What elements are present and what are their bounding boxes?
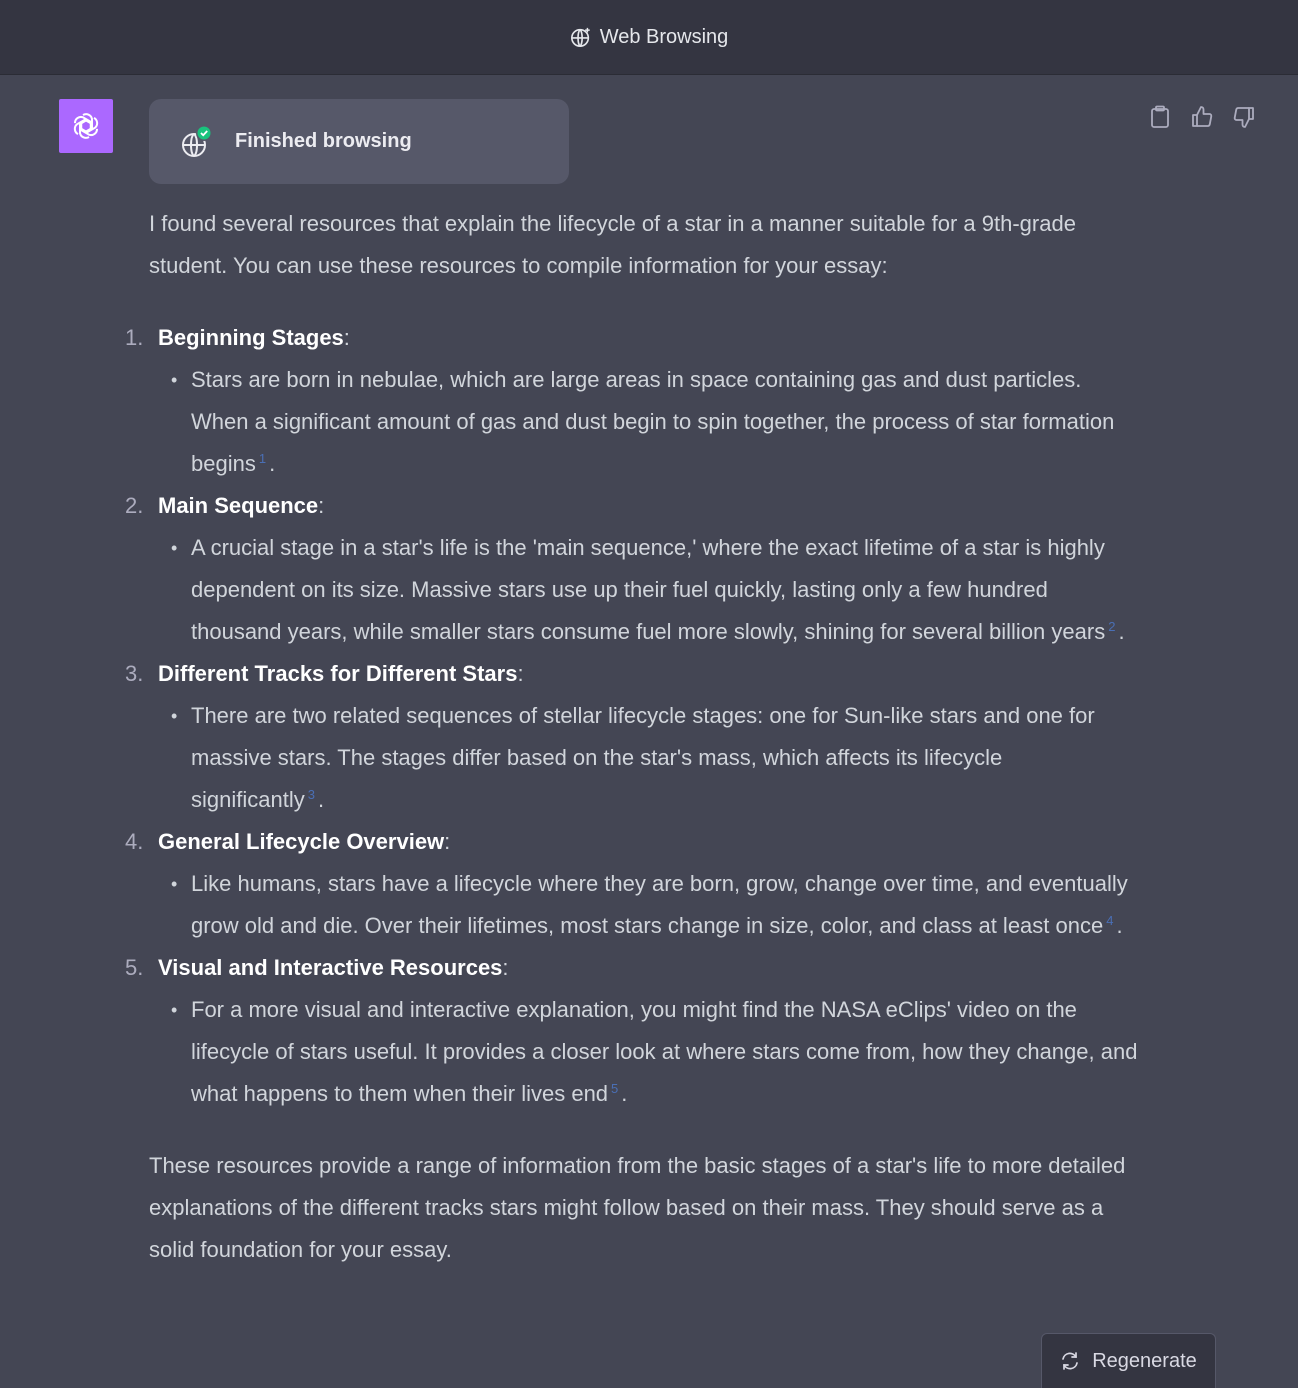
item-title: Beginning Stages bbox=[158, 325, 344, 350]
assistant-avatar bbox=[59, 99, 113, 153]
thumbs-up-icon[interactable] bbox=[1190, 104, 1214, 130]
bullet: • bbox=[171, 370, 178, 390]
item-title-suffix: : bbox=[502, 955, 509, 980]
item-title: Main Sequence bbox=[158, 493, 319, 518]
item-text: For a more visual and interactive explanation, you might find the NASA eClips' video on the lifecycle of stars useful. It provides a closer look at where stars come from, how they change, and what happens to them when their lives end bbox=[191, 997, 1138, 1106]
item-title-suffix: : bbox=[444, 829, 451, 854]
list-number: 4. bbox=[125, 829, 144, 854]
item-title-suffix: : bbox=[517, 661, 524, 686]
refresh-icon bbox=[1060, 1351, 1092, 1371]
list-item-detail bbox=[171, 527, 1139, 653]
bullet: • bbox=[171, 874, 178, 894]
globe-sparkle-icon bbox=[570, 26, 592, 48]
citation-link[interactable]: 5 bbox=[611, 1080, 619, 1096]
list-item bbox=[125, 485, 1139, 653]
list-number: 3. bbox=[125, 661, 144, 686]
item-end: . bbox=[1116, 913, 1123, 938]
item-text: There are two related sequences of stellar lifecycle stages: one for Sun-like stars and one for massive stars. The stages differ based on the star's mass, which affects its lifecycle significantly bbox=[191, 703, 1095, 812]
item-text: A crucial stage in a star's life is the 'main sequence,' where the exact lifetime of a star is highly dependent on its size. Massive stars use up their fuel quickly, lasting only a few hundred thousand years, while smaller stars consume fuel more slowly, shining for several billion years bbox=[191, 535, 1106, 644]
page-title: Web Browsing bbox=[599, 25, 729, 48]
browsing-status-card[interactable] bbox=[149, 99, 569, 184]
item-title-suffix: : bbox=[343, 325, 350, 350]
bullet: • bbox=[171, 1000, 178, 1020]
list-item bbox=[125, 821, 1139, 947]
item-title: Visual and Interactive Resources bbox=[158, 955, 503, 980]
list-item bbox=[125, 653, 1139, 821]
list-item-detail bbox=[171, 359, 1139, 485]
item-text: Stars are born in nebulae, which are large areas in space containing gas and dust particles. When a significant amount of gas and dust begin to spin together, the process of star formation begins bbox=[191, 367, 1115, 476]
list-number: 5. bbox=[125, 955, 144, 980]
openai-logo-icon bbox=[70, 110, 102, 142]
thumbs-down-icon[interactable] bbox=[1232, 104, 1256, 130]
list-item-detail bbox=[171, 695, 1139, 821]
item-end: . bbox=[317, 787, 325, 812]
list-item-detail bbox=[171, 863, 1139, 947]
bullet: • bbox=[171, 538, 178, 558]
list-item-detail bbox=[171, 989, 1139, 1115]
bullet: • bbox=[171, 706, 178, 726]
clipboard-icon[interactable] bbox=[1148, 104, 1172, 130]
regenerate-button[interactable] bbox=[1041, 1333, 1216, 1388]
item-end: . bbox=[269, 451, 276, 476]
item-title: Different Tracks for Different Stars bbox=[158, 661, 518, 686]
assistant-message bbox=[125, 203, 1139, 1271]
message-intro: I found several resources that explain the lifecycle of a star in a manner suitable for a 9th-grade student. You can use these resources to compile information for your essay: bbox=[149, 211, 1076, 278]
regenerate-label: Regenerate bbox=[1092, 1349, 1197, 1372]
list-item bbox=[125, 947, 1139, 1115]
item-end: . bbox=[621, 1081, 628, 1106]
top-bar bbox=[0, 0, 1298, 75]
item-text: Like humans, stars have a lifecycle where they are born, grow, change over time, and eventually grow old and die. Over their lifetimes, most stars change in size, color, and class at least once bbox=[191, 871, 1128, 938]
list-number: 1. bbox=[125, 325, 144, 350]
browsing-status-label: Finished browsing bbox=[235, 130, 412, 152]
item-title: General Lifecycle Overview bbox=[158, 829, 445, 854]
citation-link[interactable]: 4 bbox=[1106, 912, 1114, 928]
list-item bbox=[125, 317, 1139, 485]
citation-link[interactable]: 3 bbox=[307, 786, 315, 802]
item-title-suffix: : bbox=[318, 493, 325, 518]
citation-link[interactable]: 1 bbox=[258, 450, 267, 466]
message-outro: These resources provide a range of information from the basic stages of a star's life to more detailed explanations of the different tracks stars might follow based on their mass. They should serve as a solid foundation for your essay. bbox=[149, 1153, 1126, 1262]
resource-list bbox=[125, 317, 1139, 1115]
citation-link[interactable]: 2 bbox=[1108, 618, 1116, 634]
list-number: 2. bbox=[125, 493, 144, 518]
globe-check-icon bbox=[179, 124, 215, 160]
item-end: . bbox=[1118, 619, 1125, 644]
message-actions bbox=[1148, 104, 1256, 130]
